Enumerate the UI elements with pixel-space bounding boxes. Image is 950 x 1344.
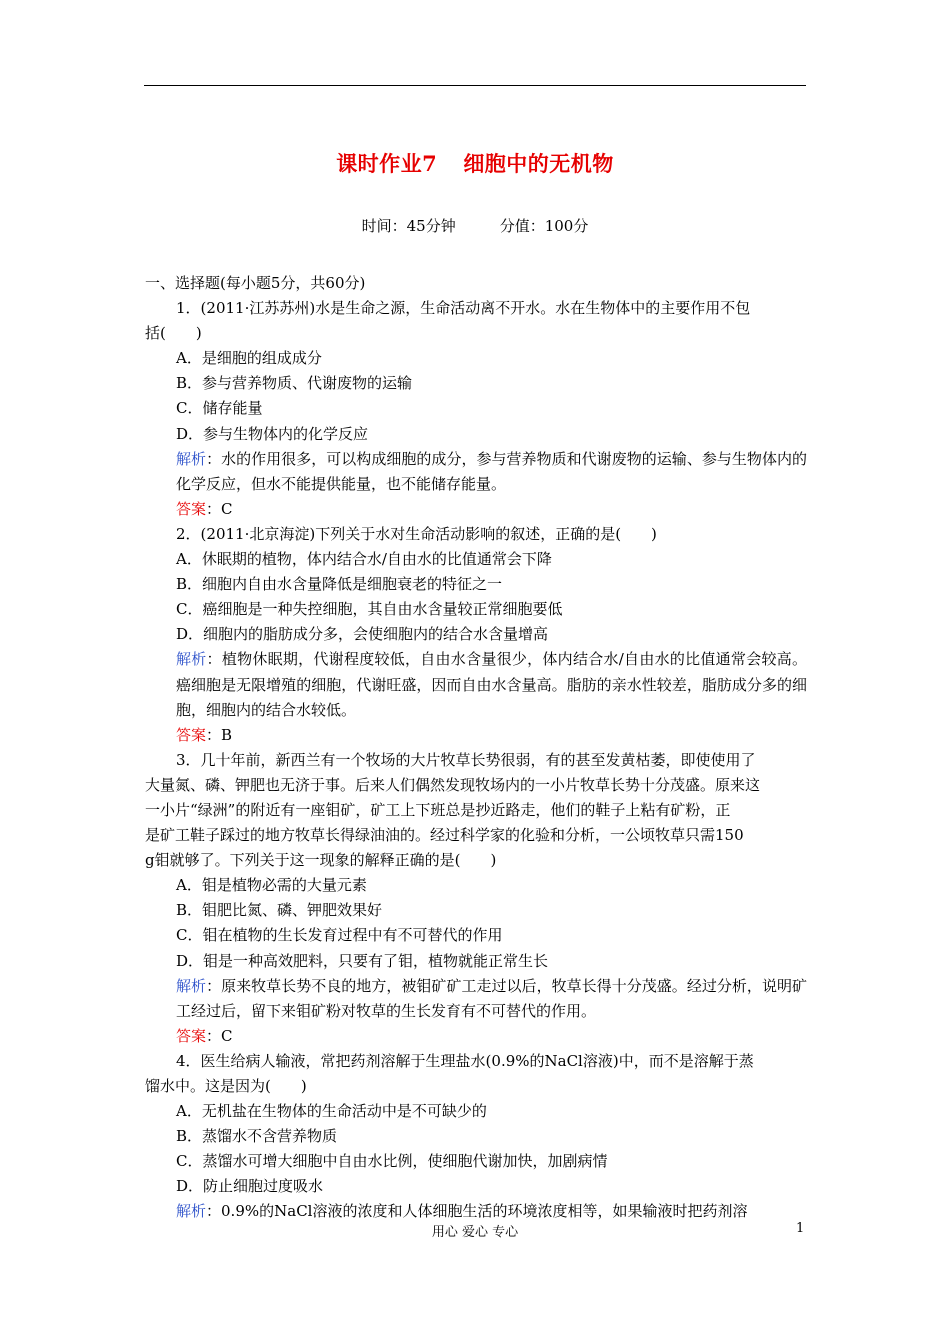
question-stem-line: 2．(2011·北京海淀)下列关于水对生命活动影响的叙述，正确的是( ) [176,524,657,543]
question-stem-line: 是矿工鞋子踩过的地方牧草长得绿油油的。经过科学家的化验和分析，一公顷牧草只需150 [145,826,744,845]
analysis-text: ：原来牧草长势不良的地方，被钼矿矿工走过以后，牧草长得十分茂盛。经过分析，说明矿工经过后，留下来钼矿粉对牧草的生长发育有不可替代的作用。 [176,976,807,1020]
analysis-text: ：水的作用很多，可以构成细胞的成分，参与营养物质和代谢废物的运输、参与生物体内的化学反应，但水不能提供能量，也不能储存能量。 [176,449,807,493]
option-c: C．癌细胞是一种失控细胞，其自由水含量较正常细胞要低 [176,600,563,619]
time-limit: 时间：45分钟 [361,217,456,235]
option-a: A．休眠期的植物，体内结合水/自由水的比值通常会下降 [176,550,552,569]
question-2 [145,522,807,748]
question-stem-line: 4．医生给病人输液，常把药剂溶解于生理盐水(0.9%的NaCl溶液)中，而不是溶解于蒸 [176,1051,754,1070]
analysis-label: 解析 [176,1202,207,1221]
analysis [145,647,807,722]
option-b: B．钼肥比氮、磷、钾肥效果好 [176,901,383,920]
answer [145,723,807,748]
header-rule [144,85,806,86]
option-b: B．参与营养物质、代谢废物的运输 [176,374,413,393]
option-a: A．是细胞的组成成分 [176,349,322,368]
answer-label: 答案 [176,725,207,744]
option-c: C．钼在植物的生长发育过程中有不可替代的作用 [176,926,503,945]
option-a: A．钼是植物必需的大量元素 [176,876,367,895]
option-c: C．储存能量 [176,399,263,418]
analysis-label: 解析 [176,976,207,995]
document-body [145,271,807,1225]
title-sub: 细胞中的无机物 [463,151,614,176]
answer [145,1024,807,1049]
option-c: C．蒸馏水可增大细胞中自由水比例，使细胞代谢加快，加剧病情 [176,1152,608,1171]
option-b: B．细胞内自由水含量降低是细胞衰老的特征之一 [176,575,503,594]
analysis [145,447,807,497]
question-3 [145,748,807,1049]
option-b: B．蒸馏水不含营养物质 [176,1127,338,1146]
option-d: D．钼是一种高效肥料，只要有了钼，植物就能正常生长 [176,951,549,970]
question-stem-line: 括( ) [145,324,202,343]
question-stem-line: 一小片“绿洲”的附近有一座钼矿，矿工上下班总是抄近路走，他们的鞋子上粘有矿粉，正 [145,800,731,819]
total-score: 分值：100分 [499,217,589,235]
title-main: 课时作业7 [336,151,438,176]
answer [145,497,807,522]
analysis-text: ：0.9%的NaCl溶液的浓度和人体细胞生活的环境浓度相等，如果输液时把药剂溶 [206,1202,748,1221]
analysis-label: 解析 [176,650,207,669]
section-heading: 一、选择题(每小题5分，共60分) [145,274,366,292]
option-d: D．细胞内的脂肪成分多，会使细胞内的结合水含量增高 [176,625,549,644]
answer-value: ：C [206,1026,233,1045]
answer-value: ：C [206,499,233,518]
question-1 [145,296,807,522]
question-stem-line: 1．(2011·江苏苏州)水是生命之源，生命活动离不开水。水在生物体中的主要作用不包 [176,299,751,318]
page-number: 1 [796,1221,805,1236]
answer-value: ：B [206,725,233,744]
analysis-text: ：植物休眠期，代谢程度较低，自由水含量很少，体内结合水/自由水的比值通常会较高。癌细胞是无限增殖的细胞，代谢旺盛，因而自由水含量高。脂肪的亲水性较差，脂肪成分多的细胞，细胞内的结合水较低。 [176,650,807,719]
option-d: D．参与生物体内的化学反应 [176,424,369,443]
option-a: A．无机盐在生物体的生命活动中是不可缺少的 [176,1102,487,1121]
analysis [145,974,807,1024]
question-stem-line: 3．几十年前，新西兰有一个牧场的大片牧草长势很弱，有的甚至发黄枯萎，即使使用了 [176,750,756,769]
question-stem-line: 大量氮、磷、钾肥也无济于事。后来人们偶然发现牧场内的一小片牧草长势十分茂盛。原来这 [145,775,761,794]
question-4 [145,1049,807,1225]
answer-label: 答案 [176,1026,207,1045]
option-d: D．防止细胞过度吸水 [176,1177,324,1196]
page-title [0,148,950,178]
analysis-label: 解析 [176,449,207,468]
answer-label: 答案 [176,499,207,518]
question-stem-line: g钼就够了。下列关于这一现象的解释正确的是( ) [145,851,497,870]
footer-text: 用心 爱心 专心 [431,1225,519,1240]
question-stem-line: 馏水中。这是因为( ) [145,1077,307,1095]
exam-meta [0,215,950,236]
